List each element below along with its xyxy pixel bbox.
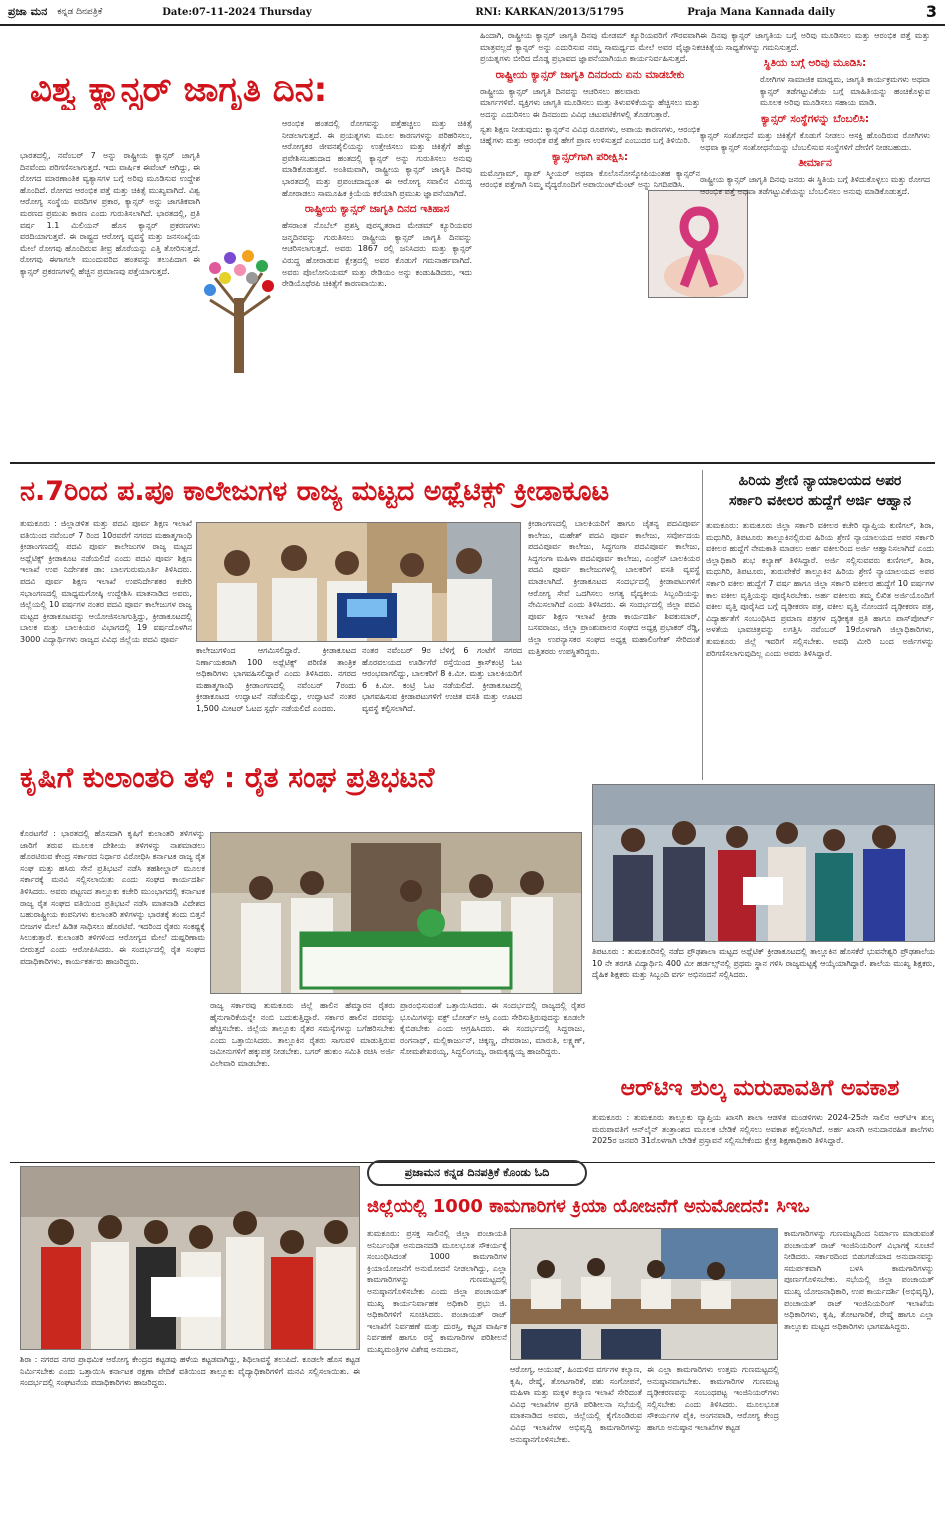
farmers-col1: ಕೊರಟಗೆರೆ : ಭಾರತದಲ್ಲಿ ಹೊಸದಾಗಿ ಕೃಷಿಗೆ ಕುಲಾಂತರಿ ತಳಿಗಳನ್ನು ಜಾರಿಗೆ ತರುವ ಮೂಲಕ ದೇಶೀಯ ತಳಿಗಳನ್ನು ನಾಶಮಾಡಲು ಹೊರಟಿರುವ ಕೇಂದ್ರ ಸರ್ಕಾರದ ನಿರ್ಧಾರ ವಿರೋಧಿಸಿ ಕರ್ನಾಟಕ ರಾಜ್ಯ ರೈತ ಸಂಘ ಮತ್ತು ಹಸಿರು ಸೇನೆ ಪ್ರತಿಭಟನೆ ನಡೆಸಿ ತಹಶೀಲ್ದಾರ್ ಮೂಲಕ ಸರ್ಕಾರಕ್ಕೆ ಮನವಿ ಸಲ್ಲಿಸಲಾಯಿತು ಎಂದು ಸಂಘದ ಕಾರ್ಯದರ್ಶಿ ತಿಳಿಸಿದರು. ಅವರು ಪಟ್ಟಣದ ತಾಲ್ಲೂಕು ಕಚೇರಿ ಮುಂಭಾಗದಲ್ಲಿ ಕರ್ನಾಟಕ ರಾಜ್ಯ ರೈತ ಸಂಘದ ವತಿಯಿಂದ ಪ್ರತಿಭಟನೆ ನಡೆಸಿ ಮಾತನಾಡಿ ವಿದೇಶದ ಬಹುರಾಷ್ಟ್ರೀಯ ಕಂಪನಿಗಳು ಕುಲಾಂತರಿ ತಳಿಗಳನ್ನು ಭಾರತಕ್ಕೆ ತಂದು ಬಿತ್ತನೆ ಬೀಜಗಳ ಮೇಲೆ ಹಿಡಿತ ಸಾಧಿಸಲು ಹೊರಟಿವೆ. ಇದರಿಂದ ರೈತರು ಸಂಕಷ್ಟಕ್ಕೆ ಸಿಲುಕುತ್ತಾರೆ. ಕುಲಾಂತರಿ ತಳಿಗಳಿಂದ ಆರೋಗ್ಯದ ಮೇಲೆ ದುಷ್ಪರಿಣಾಮ ಬೀರುತ್ತದೆ ಎಂದು ಆರೋಪಿಸಿದರು. ಈ ಸಂದರ್ಭದಲ್ಲಿ ರೈತ ಸಂಘದ ಪದಾಧಿಕಾರಿಗಳು, ಕಾರ್ಯಕರ್ತರು ಹಾಜರಿದ್ದರು. xyxy=(20,829,205,966)
cancer-day-headline: ವಿಶ್ವ ಕ್ಯಾನ್ಸರ್ ಜಾಗೃತಿ ದಿನ: xyxy=(30,70,328,110)
advocate-story: ತುಮಕೂರು: ತುಮಕೂರು ಜಿಲ್ಲಾ ಸರ್ಕಾರಿ ವಕೀಲರ ಕಚೇರಿ ವ್ಯಾಪ್ತಿಯ ಕುಣಿಗಲ್, ಶಿರಾ, ಮಧುಗಿರಿ, ತಿಪಟೂರು ತಾಲ್ಲೂಕಿನಲ್ಲಿರುವ ಹಿರಿಯ ಶ್ರೇಣಿ ನ್ಯಾಯಾಲಯದ ಅಪರ ಸರ್ಕಾರಿ ವಕೀಲರ ಹುದ್ದೆಗೆ ನೇಮಕಾತಿ ಮಾಡಲು ಅರ್ಹ ವಕೀಲರಿಂದ ಅರ್ಜಿ ಆಹ್ವಾನಿಸಲಾಗಿದೆ ಎಂದು ಜಿಲ್ಲಾಧಿಕಾರಿ ಶುಭ ಕಲ್ಯಾಣ್ ತಿಳಿಸಿದ್ದಾರೆ. ಅರ್ಜಿ ಸಲ್ಲಿಸುವವರು ಕುಣಿಗಲ್, ಶಿರಾ, ಮಧುಗಿರಿ, ತಿಪಟೂರು, ತುರುವೇಕೆರೆ ತಾಲ್ಲೂಕಿನ ಹಿರಿಯ ಶ್ರೇಣಿ ನ್ಯಾಯಾಲಯದ ಅಪರ ಸರ್ಕಾರಿ ವಕೀಲ ಹುದ್ದೆಗೆ 7 ವರ್ಷ ಹಾಗೂ ಜಿಲ್ಲಾ ಸರ್ಕಾರಿ ವಕೀಲರ ಹುದ್ದೆಗೆ 10 ವರ್ಷಗಳ ಕಾಲ ವಕೀಲ ವೃತ್ತಿಯನ್ನು ಪೂರೈಸಿರಬೇಕು. ಅರ್ಹ ವಕೀಲರು ತಮ್ಮ ಲಿಖಿತ ಅರ್ಜಿಯೊಂದಿಗೆ ವಕೀಲ ವೃತ್ತಿ ಪೂರೈಸಿದ ಬಗ್ಗೆ ದೃಢೀಕರಣ ಪತ್ರ, ವಕೀಲ ವೃತ್ತಿ ನೋಂದಣಿ ದೃಢೀಕರಣ ಪತ್ರ, ವಿದ್ಯಾರ್ಹತೆಗೆ ಸಂಬಂಧಿಸಿದ ಪ್ರಮಾಣ ಪತ್ರಗಳ ದೃಢೀಕೃತ ಪ್ರತಿ ಹಾಗೂ ಪಾಸ್‌ಪೋರ್ಟ್ ಅಳತೆಯ ಭಾವಚಿತ್ರವನ್ನು ಲಗತ್ತಿಸಿ ನವೆಂಬರ್ 19ರೊಳಗಾಗಿ ಜಿಲ್ಲಾಧಿಕಾರಿಗಳು, ತುಮಕೂರು ಜಿಲ್ಲೆ ಇವರಿಗೆ ಸಲ್ಲಿಸಬೇಕು. ಅವಧಿ ಮೀರಿ ಬಂದ ಅರ್ಜಿಗಳನ್ನು ಪರಿಗಣಿಸಲಾಗುವುದಿಲ್ಲ ಎಂದು ಅವರು ತಿಳಿಸಿದ್ದಾರೆ. xyxy=(706,521,934,658)
masthead xyxy=(0,0,945,26)
works-col4: ಕಾಮಗಾರಿಗಳನ್ನು ಗುಣಮಟ್ಟದಿಂದ ನಿರ್ಮಾಣ ಮಾಡುವಂತೆ ಪಂಚಾಯತ್ ರಾಜ್ ಇಂಜಿನಿಯರಿಂಗ್ ವಿಭಾಗಕ್ಕೆ ಸೂಚನೆ ನೀಡಿದರು. ಸರ್ಕಾರದಿಂದ ಬಿಡುಗಡೆಯಾದ ಅನುದಾನವನ್ನು ಸಮರ್ಪಕವಾಗಿ ಬಳಸಿ ಕಾಮಗಾರಿಗಳನ್ನು ಪೂರ್ಣಗೊಳಿಸಬೇಕು. ಸಭೆಯಲ್ಲಿ ಜಿಲ್ಲಾ ಪಂಚಾಯತ್ ಮುಖ್ಯ ಯೋಜನಾಧಿಕಾರಿ, ಉಪ ಕಾರ್ಯದರ್ಶಿ (ಅಭಿವೃದ್ಧಿ), ಪಂಚಾಯತ್ ರಾಜ್ ಇಂಜಿನಿಯರಿಂಗ್ ಇಲಾಖೆಯ ಅಧಿಕಾರಿಗಳು, ಕೃಷಿ, ತೋಟಗಾರಿಕೆ, ರೇಷ್ಮೆ ಹಾಗೂ ಎಲ್ಲಾ ತಾಲ್ಲೂಕು ಮಟ್ಟದ ಅಧಿಕಾರಿಗಳು ಭಾಗವಹಿಸಿದ್ದರು. xyxy=(784,1229,934,1331)
farmers-col2: ರಾಜ್ಯ ಸರ್ಕಾರವು ತುಮಕೂರು ಜಿಲ್ಲೆ ಹಾಲಿನ ಹೆಮ್ಮಾರನ ರೈತರು ಹೈನುಗಾರಿಕೆಯನ್ನೇ ನಂಬಿ ಬದುಕುತ್ತಿದ್ದಾರೆ. ಸರ್ಕಾರ ಹಾಲಿನ ದರವನ್ನು ಹೆಚ್ಚಿಸಬೇಕು. ಜಿಲ್ಲೆಯ ತಾಲ್ಲೂಕು ರೈತರ ಸಮಸ್ಯೆಗಳನ್ನು ಬಗೆಹರಿಸಬೇಕು ಎಂದು ಒತ್ತಾಯಿಸಿದರು. ತಾಲ್ಲೂಕಿನ ರೈತರು ಸಾಗುವಳಿ ಮಾಡುತ್ತಿರುವ ಜಮೀನುಗಳಿಗೆ ಹಕ್ಕುಪತ್ರ ನೀಡಬೇಕು. ಬಗರ್ ಹುಕುಂ ಸಮಿತಿ ರಚಿಸಿ ಅರ್ಜಿ ವಿಲೇವಾರಿ ಮಾಡಬೇಕು. xyxy=(210,1001,395,1068)
what-to-do-subhead: ರಾಷ್ಟ್ರೀಯ ಕ್ಯಾನ್ಸರ್ ಜಾಗೃತಿ ದಿನದಂದು ಏನು ಮಾಡಬೇಕು xyxy=(495,68,685,81)
support-orgs-subhead: ಕ್ಯಾನ್ಸರ್ ಸಂಸ್ಥೆಗಳನ್ನು ಬೆಂಬಲಿಸಿ: xyxy=(760,112,870,125)
section-divider xyxy=(10,462,935,464)
column-rule xyxy=(702,470,703,780)
athletics-col2: ಕಾಲೇಜುಗಳಿಂದ ಆಗಮಿಸಲಿದ್ದಾರೆ. ಕ್ರೀಡಾಕೂಟದ ನಿರ್ಣಾಯಕರಾಗಿ 100 ಅಥ್ಲೆಟಿಕ್ಸ್ ಪರಿಣಿತ ತಾಂತ್ರಿಕ ಅಧಿಕಾರಿಗಳು ಭಾಗವಹಿಸಲಿದ್ದಾರೆ ಎಂದು ತಿಳಿಸಿದರು. ನಗರದ ಮಹಾತ್ಮಗಾಂಧಿ ಕ್ರೀಡಾಂಗಣದಲ್ಲಿ ನವೆಂಬರ್ 7ರಂದು ಕ್ರೀಡಾಕೂಟದ ಉದ್ಘಾಟನೆ ನಡೆಯಲಿದ್ದು, ಉದ್ಘಾಟನೆ ನಂತರ 1,500 ಮೀಟರ್ ಓಟದ ಸ್ಪರ್ಧೆ ನಡೆಯಲಿದೆ ಎಂದರು. xyxy=(196,646,356,713)
newspaper-brand: ಪ್ರಜಾ ಮನ xyxy=(8,5,48,18)
cancer-story-col1: ಭಾರತದಲ್ಲಿ, ನವೆಂಬರ್ 7 ಅನ್ನು ರಾಷ್ಟ್ರೀಯ ಕ್ಯಾನ್ಸರ್ ಜಾಗೃತಿ ದಿನವೆಂದು ಪರಿಗಣಿಸಲಾಗುತ್ತದೆ. ಇದು ವಾರ್ಷಿಕ ಈವೆಂಟ್ ಆಗಿದ್ದು, ಈ ರೋಗದ ಮಾರಣಾಂತಿಕ ವ್ಯತ್ಯಾಸಗಳ ಬಗ್ಗೆ ಅರಿವು ಮೂಡಿಸುವ ಉದ್ದೇಶ ಹೊಂದಿದೆ. ರೋಗದ ಆರಂಭಿಕ ಪತ್ತೆ ಮತ್ತು ಚಿಕಿತ್ಸೆ ಮುಖ್ಯವಾಗಿದೆ. ವಿಶ್ವ ಆರೋಗ್ಯ ಸಂಸ್ಥೆಯ ವರದಿಗಳ ಪ್ರಕಾರ, ಕ್ಯಾನ್ಸರ್ ಅನ್ನು ಜಾಗತಿಕವಾಗಿ ಮರಣದ ಪ್ರಮುಖ ಕಾರಣ ಎಂದು ಗುರುತಿಸಲಾಗಿದೆ. ಭಾರತದಲ್ಲಿ, ಪ್ರತಿ ವರ್ಷ 1.1 ಮಿಲಿಯನ್ ಹೊಸ ಕ್ಯಾನ್ಸರ್ ಪ್ರಕರಣಗಳು ವರದಿಯಾಗುತ್ತವೆ. ಈ ರಾಷ್ಟ್ರದ ಆರೋಗ್ಯ ವ್ಯವಸ್ಥೆ ಮತ್ತು ಜನಸಂಖ್ಯೆಯ ಮೇಲೆ ರೋಗವು ಹೊಂದಿರುವ ತೀವ್ರ ಹೊರೆಯನ್ನು ಎತ್ತಿ ತೋರಿಸುತ್ತದೆ. ರೋಗವು ಈಗಾಗಲೇ ಮುಂದುವರಿದ ಹಂತವನ್ನು ತಲುಪಿದಾಗ ಈ ಕ್ಯಾನ್ಸರ್ ಪ್ರಕರಣಗಳಲ್ಲಿ ಹೆಚ್ಚಿನ ಪ್ರಮಾಣವು ಪತ್ತೆಯಾಗುತ್ತದೆ. xyxy=(20,151,200,276)
works-col2: ಆರೋಗ್ಯ, ಆಯುಷ್, ಹಿಂದುಳಿದ ವರ್ಗಗಳ ಕಲ್ಯಾಣ, ಕೃಷಿ, ರೇಷ್ಮೆ, ತೋಟಗಾರಿಕೆ, ಪಶು ಸಂಗೋಪನೆ, ಮಹಿಳಾ ಮತ್ತು ಮಕ್ಕಳ ಕಲ್ಯಾಣ ಇಲಾಖೆ ಸೇರಿದಂತೆ ವಿವಿಧ ಇಲಾಖೆಗಳ ಪ್ರಗತಿ ಪರಿಶೀಲನಾ ಸಭೆಯಲ್ಲಿ ಮಾತನಾಡಿದ ಅವರು, ಜಿಲ್ಲೆಯಲ್ಲಿ ಕೈಗೊಂಡಿರುವ ವಿವಿಧ ಇಲಾಖೆಗಳ ಅಭಿವೃದ್ಧಿ ಕಾಮಗಾರಿಗಳನ್ನು ಅನುಷ್ಠಾನಗೊಳಿಸಬೇಕು. xyxy=(510,1365,642,1444)
rte-headline: ಆರ್‌ಟಿಇ ಶುಲ್ಕ ಮರುಪಾವತಿಗೆ ಅವಕಾಶ xyxy=(620,1076,900,1101)
ribbon-tree-illustration xyxy=(200,238,278,380)
awareness-subhead: ಸ್ಥಿತಿಯ ಬಗ್ಗೆ ಅರಿವು ಮೂಡಿಸಿ: xyxy=(763,57,867,70)
athlete-photo-caption: ತಿಪಟೂರು : ತುಮಕೂರಿನಲ್ಲಿ ನಡೆದ ಪ್ರೌಢಶಾಲಾ ಮಟ್ಟದ ಅಥ್ಲೆಟಿಕ್ ಕ್ರೀಡಾಕೂಟದಲ್ಲಿ ತಾಲ್ಲೂಕಿನ ಹೊಸಕೆರೆ ಭುವನೇಶ್ವರಿ ಪ್ರೌಢಶಾಲೆಯ 10 ನೇ ತರಗತಿ ವಿದ್ಯಾರ್ಥಿನಿ 400 ಮೀ ಹರ್ಡಲ್ಸ್‌ನಲ್ಲಿ ಪ್ರಥಮ ಸ್ಥಾನ ಗಳಿಸಿ ರಾಜ್ಯಮಟ್ಟಕ್ಕೆ ಆಯ್ಕೆಯಾಗಿದ್ದಾರೆ. ಶಾಲೆಯ ಮುಖ್ಯ ಶಿಕ್ಷಕರು, ದೈಹಿಕ ಶಿಕ್ಷಕರು ಮತ್ತು ಸಿಬ್ಬಂದಿ ವರ್ಗ ಅಭಿನಂದನೆ ಸಲ್ಲಿಸಿದರು. xyxy=(592,947,935,979)
athletics-poster-release-photo xyxy=(196,522,521,642)
farmers-protest-photo xyxy=(210,832,582,994)
cancer-story-col2: ಆರಂಭಿಕ ಹಂತದಲ್ಲಿ ರೋಗವನ್ನು ಪತ್ತೆಹಚ್ಚಲು ಮತ್ತು ಚಿಕಿತ್ಸೆ ನೀಡಲಾಗುತ್ತದೆ. ಈ ಪ್ರಯತ್ನಗಳು ಮೂಲ ಕಾರಣಗಳನ್ನು ಪರಿಹರಿಸಲು, ಆರೋಗ್ಯಕರ ಜೀವನಶೈಲಿಯನ್ನು ಉತ್ತೇಜಿಸಲು ಮತ್ತು ಚಿಕಿತ್ಸೆಗೆ ಹೆಚ್ಚು ಪ್ರವೇಶಿಸಬಹುದಾದ ಹಂತದಲ್ಲಿ ಕ್ಯಾನ್ಸರ್ ಅನ್ನು ಗುರುತಿಸಲು ಅನುವು ಮಾಡಿಕೊಡುತ್ತವೆ. ಅಂತಿಮವಾಗಿ, ರಾಷ್ಟ್ರೀಯ ಕ್ಯಾನ್ಸರ್ ಜಾಗೃತಿ ದಿನವು ಭಾರತದಲ್ಲಿ ಮತ್ತು ಪ್ರಪಂಚದಾದ್ಯಂತ ಈ ಆರೋಗ್ಯ ಸವಾಲಿನ ವಿರುದ್ಧ ಹೋರಾಡಲು ಸಾಮೂಹಿಕ ಕ್ರಿಯೆಯ ಕರೆಯಾಗಿ ಪ್ರಮುಖ ಜ್ಞಾಪನೆಯಾಗಿದೆ. ರಾಷ್ಟ್ರೀಯ ಕ್ಯಾನ್ಸರ್ ಜಾಗೃತಿ ದಿನದ ಇತಿಹಾಸ ಹೆಸರಾಂತ ನೊಬೆಲ್ ಪ್ರಶಸ್ತಿ ಪುರಸ್ಕೃತರಾದ ಮೇಡಮ್ ಕ್ಯೂರಿಯವರ ಜನ್ಮದಿನವನ್ನು ಗುರುತಿಸಲು ರಾಷ್ಟ್ರೀಯ ಕ್ಯಾನ್ಸರ್ ಜಾಗೃತಿ ದಿನವನ್ನು ಆಚರಿಸಲಾಗುತ್ತದೆ. ಅವರು 1867 ರಲ್ಲಿ ಜನಿಸಿದರು ಮತ್ತು ಕ್ಯಾನ್ಸರ್ ವಿರುದ್ಧ ಹೋರಾಡುವ ಕ್ಷೇತ್ರದಲ್ಲಿ ಅವರ ಕೊಡುಗೆ ಗಮನಾರ್ಹವಾಗಿದೆ. ಅವರು ಪೊಲೋನಿಯಮ್ ಮತ್ತು ರೇಡಿಯಂ ಅನ್ನು ಕಂಡುಹಿಡಿದರು, ಇದು ರೇಡಿಯೊಥೆರಪಿ ಚಿಕಿತ್ಸೆಗೆ ಕಾರಣವಾಯಿತು. xyxy=(282,119,472,289)
athletics-col1: ತುಮಕೂರು : ಜಿಲ್ಲಾಡಳಿತ ಮತ್ತು ಪದವಿ ಪೂರ್ವ ಶಿಕ್ಷಣ ಇಲಾಖೆ ವತಿಯಿಂದ ನವೆಂಬರ್ 7 ರಿಂದ 10ರವರೆಗೆ ನಗರದ ಮಹಾತ್ಮಗಾಂಧಿ ಕ್ರೀಡಾಂಗಣದಲ್ಲಿ ಪದವಿ ಪೂರ್ವ ಕಾಲೇಜುಗಳ ರಾಜ್ಯ ಮಟ್ಟದ ಅಥ್ಲೆಟಿಕ್ಸ್ ಕ್ರೀಡಾಕೂಟ ನಡೆಯಲಿದೆ ಎಂದು ಪದವಿ ಪೂರ್ವ ಶಿಕ್ಷಣ ಇಲಾಖೆ ಉಪ ನಿರ್ದೇಶಕ ಡಾ: ಬಾಲಗುರುಮೂರ್ತಿ ತಿಳಿಸಿದರು. ಪದವಿ ಪೂರ್ವ ಶಿಕ್ಷಣ ಇಲಾಖೆ ಉಪನಿರ್ದೇಶಕರ ಕಚೇರಿ ಸಭಾಂಗಣದಲ್ಲಿ ಮಾಧ್ಯಮಗೋಷ್ಠಿ ಉದ್ದೇಶಿಸಿ ಮಾತನಾಡಿದ ಅವರು, ಜಿಲ್ಲೆಯಲ್ಲಿ 10 ವರ್ಷಗಳ ನಂತರ ಪದವಿ ಪೂರ್ವ ಕಾಲೇಜುಗಳ ರಾಜ್ಯ ಮಟ್ಟದ ಕ್ರೀಡಾಕೂಟವನ್ನು ಆಯೋಜಿಸಲಾಗುತ್ತಿದ್ದು, ಕ್ರೀಡಾಕೂಟದಲ್ಲಿ ಬಾಲಕ ಮತ್ತು ಬಾಲಕಿಯರ ವಿಭಾಗದಲ್ಲಿ 19 ವರ್ಷದೊಳಗಿನ 3000 ವಿದ್ಯಾರ್ಥಿಗಳು ರಾಜ್ಯದ ವಿವಿಧ ಜಿಲ್ಲೆಯ ಪದವಿ ಪೂರ್ವ xyxy=(20,519,192,644)
athletics-headline: ನ.7ರಿಂದ ಪ.ಪೂ ಕಾಲೇಜುಗಳ ರಾಜ್ಯ ಮಟ್ಟದ ಅಥ್ಲೆಟಿಕ್ಸ್ ಕ್ರೀಡಾಕೂಟ xyxy=(20,476,610,507)
health-centre-demand-photo xyxy=(20,1166,360,1350)
page-number: 3 xyxy=(925,2,937,21)
works-col3: ಈ ಎಲ್ಲಾ ಕಾಮಗಾರಿಗಳು ಉತ್ತಮ ಗುಣಮಟ್ಟದಲ್ಲಿ ಅನುಷ್ಠಾನವಾಗಬೇಕು. ಕಾಮಗಾರಿಗಳ ಗುಣಮಟ್ಟ ದೃಢೀಕರಣವನ್ನು ಸಂಬಂಧಪಟ್ಟ ಇಂಜಿನಿಯರ್‌ಗಳು ಸಲ್ಲಿಸಬೇಕು ಎಂದು ತಿಳಿಸಿದರು. ಮೂಲಭೂತ ಸೌಕರ್ಯಗಳ ಪೈಕಿ, ಅಂಗನವಾಡಿ, ಆರೋಗ್ಯ ಕೇಂದ್ರ ಹಾಗೂ ಅನುಷ್ಠಾನ ಇಲಾಖೆಗಳ ಕಟ್ಟಡ xyxy=(647,1365,779,1432)
rte-story: ತುಮಕೂರು : ತುಮಕೂರು ತಾಲ್ಲೂಕು ವ್ಯಾಪ್ತಿಯ ಖಾಸಗಿ ಶಾಲಾ ಆಡಳಿತ ಮಂಡಳಿಗಳು 2024-25ನೇ ಸಾಲಿನ ಆರ್‌ಟಿಇ ಶುಲ್ಕ ಮರುಪಾವತಿಗೆ ಆನ್‌ಲೈನ್ ತಂತ್ರಾಂಶದ ಮೂಲಕ ಬೇಡಿಕೆ ಸಲ್ಲಿಸಲು ಅವಕಾಶ ಕಲ್ಪಿಸಲಾಗಿದೆ. ಅರ್ಹ ಖಾಸಗಿ ಅನುದಾನರಹಿತ ಶಾಲೆಗಳು 2025ರ ಜನವರಿ 31ರೊಳಗಾಗಿ ಬೇಡಿಕೆ ಪ್ರಸ್ತಾವನೆ ಸಲ್ಲಿಸಬೇಕೆಂದು ಕ್ಷೇತ್ರ ಶಿಕ್ಷಣಾಧಿಕಾರಿ ತಿಳಿಸಿದ್ದಾರೆ. xyxy=(592,1113,934,1146)
farmers-col3: ಪ್ರಾರಂಭಿಸುವಂತೆ ಒತ್ತಾಯಿಸಿದರು. ಈ ಸಂದರ್ಭದಲ್ಲಿ ರಾಜ್ಯದಲ್ಲಿ ರೈತರ ಭೂಮಿಗಳನ್ನು ವಕ್ಫ್ ಬೋರ್ಡ್ ಆಸ್ತಿ ಎಂದು ಸೇರಿಸುತ್ತಿರುವುದನ್ನು ಕೂಡಲೇ ಕೈಬಿಡಬೇಕು ಎಂದು ಆಗ್ರಹಿಸಿದರು. ಈ ಸಂದರ್ಭದಲ್ಲಿ ಸಿದ್ದರಾಜು, ರಂಗನಾಥ್, ಮಲ್ಲಿಕಾರ್ಜುನ್, ಚಿಕ್ಕಣ್ಣ, ದೇವರಾಜು, ಮಾರುತಿ, ಲಕ್ಷ್ಮಣ್, ಸೋಮಶೇಖರಯ್ಯ, ಸಿದ್ಧಲಿಂಗಯ್ಯ, ರಾಮಕೃಷ್ಣಯ್ಯ ಹಾಜರಿದ್ದರು. xyxy=(400,1001,585,1057)
cancer-history-subhead: ರಾಷ್ಟ್ರೀಯ ಕ್ಯಾನ್ಸರ್ ಜಾಗೃತಿ ದಿನದ ಇತಿಹಾಸ xyxy=(304,203,450,216)
athlete-felicitation-photo xyxy=(592,784,935,942)
athletics-col3: ಕ್ರೀಡಾಂಗಣದಲ್ಲಿ ಬಾಲಕಿಯರಿಗೆ ಹಾಗೂ ಚೈತನ್ಯ ಪದವಿಪೂರ್ವ ಕಾಲೇಜು, ಮಹೇಶ್ ಪದವಿ ಪೂರ್ವ ಕಾಲೇಜು, ಸರ್ವೋದಯ ಪದವಿಪೂರ್ವ ಕಾಲೇಜು, ಸಿದ್ಧಗಂಗಾ ಪದವಿಪೂರ್ವ ಕಾಲೇಜು, ಸಿದ್ಧಗಂಗಾ ಮಹಿಳಾ ಪದವಿಪೂರ್ವ ಕಾಲೇಜು, ಎಂಪ್ರೆಸ್ ಬಾಲಕಿಯರ ಪದವಿ ಪೂರ್ವ ಕಾಲೇಜುಗಳಲ್ಲಿ ಬಾಲಕರಿಗೆ ವಸತಿ ವ್ಯವಸ್ಥೆ ಮಾಡಲಾಗಿದೆ. ಕ್ರೀಡಾಕೂಟದ ಸಂದರ್ಭದಲ್ಲಿ ಕ್ರೀಡಾಪಟುಗಳಿಗೆ ಆರೋಗ್ಯ ಸೇವೆ ಒದಗಿಸಲು ಅಗತ್ಯ ವೈದ್ಯಕೀಯ ಸಿಬ್ಬಂದಿಯನ್ನು ನೇಮಿಸಲಾಗಿದೆ ಎಂದು ತಿಳಿಸಿದರು. ಈ ಸಂದರ್ಭದಲ್ಲಿ ಜಿಲ್ಲಾ ಪದವಿ ಪೂರ್ವ ಶಿಕ್ಷಣ ಇಲಾಖೆ ಕ್ರೀಡಾ ಕಾರ್ಯದರ್ಶಿ ಶಿವಕುಮಾರ್, ಬಸವರಾಜು, ಜಿಲ್ಲಾ ಪ್ರಾಂಶುಪಾಲರ ಸಂಘದ ಅಧ್ಯಕ್ಷ ಪ್ರಭಾಕರ್ ರೆಡ್ಡಿ, ಜಿಲ್ಲಾ ಉಪನ್ಯಾಸಕರ ಸಂಘದ ಅಧ್ಯಕ್ಷ ಮಹಾಲಿಂಗೇಶ್ ಸೇರಿದಂತೆ ಮತ್ತಿತರರು ಉಪಸ್ಥಿತರಿದ್ದರು. xyxy=(528,519,700,656)
newspaper-subtitle: ಕನ್ನಡ ದಿನಪತ್ರಿಕೆ xyxy=(57,7,103,17)
works-approval-headline: ಜಿಲ್ಲೆಯಲ್ಲಿ 1000 ಕಾಮಗಾರಿಗಳ ಕ್ರಿಯಾ ಯೋಜನೆಗೆ ಅನುಮೋದನೆ: ಸಿಇಒ xyxy=(367,1196,810,1217)
issue-date: Date:07-11-2024 Thursday xyxy=(162,6,312,18)
cancer-story-col3: ಹಿಂದಾಗಿ, ರಾಷ್ಟ್ರೀಯ ಕ್ಯಾನ್ಸರ್ ಜಾಗೃತಿ ದಿನವು ಮೇಡಮ್ ಕ್ಯೂರಿಯವರಿಗೆ ಗೌರವವಾಗಿ ಮಾತ್ರವಲ್ಲದೆ ಕ್ಯಾನ್ಸರ್ ಅನ್ನು ಎದುರಿಸುವ ನಮ್ಮ ಸಾಮರ್ಥ್ಯದ ಮೇಲೆ ಅವರ ವೈಜ್ಞಾನಿಕ ಪ್ರಯತ್ನಗಳು ಬೀರಿದ ದೊಡ್ಡ ಪ್ರಭಾವದ ಜ್ಞಾಪನೆಯಾಗಿಯೂ ಕಾರ್ಯನಿರ್ವಹಿಸುತ್ತದೆ. ರಾಷ್ಟ್ರೀಯ ಕ್ಯಾನ್ಸರ್ ಜಾಗೃತಿ ದಿನದಂದು ಏನು ಮಾಡಬೇಕು ರಾಷ್ಟ್ರೀಯ ಕ್ಯಾನ್ಸರ್ ಜಾಗೃತಿ ದಿನವನ್ನು ಆಚರಿಸಲು ಹಲವಾರು ಮಾರ್ಗಗಳಿವೆ. ವ್ಯಕ್ತಿಗಳು ಜಾಗೃತಿ ಮೂಡಿಸಲು ಮತ್ತು ತಿಳುವಳಿಕೆಯನ್ನು ಹೆಚ್ಚಿಸಲು ಮತ್ತು ಅದನ್ನು ಎದುರಿಸಲು ಈ ದಿನದಂದು ವಿವಿಧ ಚಟುವಟಿಕೆಗಳಲ್ಲಿ ತೊಡಗುತ್ತಾರೆ. ಸ್ವತಃ ಶಿಕ್ಷಣ ನೀಡುವುದು: ಕ್ಯಾನ್ಸರ್‌ನ ವಿವಿಧ ರೂಪಗಳು, ಅಪಾಯ ಕಾರಣಗಳು, ಆರಂಭಿಕ ಚಿಹ್ನೆಗಳು ಮತ್ತು ಆರಂಭಿಕ ಪತ್ತೆ ಹೇಗೆ ಪ್ರಾಣ ಉಳಿಸುತ್ತದೆ ಎಂಬುದರ ಬಗ್ಗೆ ತಿಳಿಯಿರಿ. ಕ್ಯಾನ್ಸರ್‌ಗಾಗಿ ಪರೀಕ್ಷಿಸಿ: ಮಮೊಗ್ರಾಮ್, ಪ್ಯಾಪ್ ಸ್ಮೀಯರ್ ಅಥವಾ ಕೊಲೊನೋಸ್ಕೋಪಿಯಂತಹ ಕ್ಯಾನ್ಸರ್‌ನ ಆರಂಭಿಕ ಪತ್ತೆಗಾಗಿ ನಿಮ್ಮ ವೈದ್ಯರೊಂದಿಗೆ ಅಪಾಯಿಂಟ್‌ಮೆಂಟ್ ಅನ್ನು ನಿಗದಿಪಡಿಸಿ. xyxy=(480,31,700,190)
rni-number: RNI: KARKAN/2013/51795 xyxy=(475,6,625,18)
conclusion-subhead: ತೀರ್ಮಾನ xyxy=(798,157,832,170)
cancer-test-subhead: ಕ್ಯಾನ್ಸರ್‌ಗಾಗಿ ಪರೀಕ್ಷಿಸಿ: xyxy=(551,150,629,163)
health-centre-caption: ಶಿರಾ : ನಗರದ ನಗರ ಪ್ರಾಥಮಿಕ ಆರೋಗ್ಯ ಕೇಂದ್ರದ ಕಟ್ಟಡವು ಹಳೆಯ ಕಟ್ಟಡವಾಗಿದ್ದು, ಶಿಥಿಲಾವಸ್ಥೆ ತಲುಪಿದೆ. ಕೂಡಲೇ ಹೊಸ ಕಟ್ಟಡ ನಿರ್ಮಿಸಬೇಕು ಎಂದು ಒತ್ತಾಯಿಸಿ ಕರ್ನಾಟಕ ರಕ್ಷಣಾ ವೇದಿಕೆ ವತಿಯಿಂದ ತಾಲ್ಲೂಕು ವೈದ್ಯಾಧಿಕಾರಿಗಳಿಗೆ ಮನವಿ ಸಲ್ಲಿಸಲಾಯಿತು. ಈ ಸಂದರ್ಭದಲ್ಲಿ ಸಂಘಟನೆಯ ಪದಾಧಿಕಾರಿಗಳು ಹಾಜರಿದ್ದರು. xyxy=(20,1355,360,1387)
athletics-col2b: ನಂತರ ನವೆಂಬರ್ 9ರ ಬೆಳಿಗ್ಗೆ 6 ಗಂಟೆಗೆ ನಗರದ ಹೊರವಲಯದ ಊರ್ಡಿಗೆರೆ ರಸ್ತೆಯಿಂದ ಕ್ರಾಸ್‌ಕಂಟ್ರಿ ಓಟ ಆರಂಭವಾಗಲಿದ್ದು, ಬಾಲಕರಿಗೆ 8 ಕಿ.ಮೀ. ಮತ್ತು ಬಾಲಕಿಯರಿಗೆ 6 ಕಿ.ಮೀ. ಕಂಟ್ರಿ ಓಟ ನಡೆಯಲಿದೆ. ಕ್ರೀಡಾಕೂಟದಲ್ಲಿ ಭಾಗವಹಿಸುವ ಕ್ರೀಡಾಪಟುಗಳಿಗೆ ಉಚಿತ ವಸತಿ ಮತ್ತು ಊಟದ ವ್ಯವಸ್ಥೆ ಕಲ್ಪಿಸಲಾಗಿದೆ. xyxy=(362,646,522,713)
review-meeting-photo xyxy=(510,1228,778,1360)
cancer-story-col4: ಈ ದಿನವು ಕ್ಯಾನ್ಸರ್ ಜಾಗೃತಿಯ ಬಗ್ಗೆ ಅರಿವು ಮೂಡಿಸಲು ಮತ್ತು ಆರಂಭಿಕ ಪತ್ತೆ ಮತ್ತು ಚಿಕಿತ್ಸೆಯ ಸಾಧ್ಯತೆಗಳನ್ನು ಗಮನಿಸುತ್ತದೆ. ಸ್ಥಿತಿಯ ಬಗ್ಗೆ ಅರಿವು ಮೂಡಿಸಿ: ರೋಗಿಗಳ ಸಾಮಾಜಿಕ ಮಾಧ್ಯಮ, ಜಾಗೃತಿ ಕಾರ್ಯಕ್ರಮಗಳು ಅಥವಾ ಕ್ಯಾನ್ಸರ್ ತಡೆಗಟ್ಟುವಿಕೆಯ ಬಗ್ಗೆ ಮಾಹಿತಿಯನ್ನು ಹಂಚಿಕೊಳ್ಳುವ ಮೂಲಕ ಅರಿವು ಮೂಡಿಸಲು ಸಹಾಯ ಮಾಡಿ. ಕ್ಯಾನ್ಸರ್ ಸಂಸ್ಥೆಗಳನ್ನು ಬೆಂಬಲಿಸಿ: ಕ್ಯಾನ್ಸರ್ ಸಂಶೋಧನೆ ಮತ್ತು ಚಿಕಿತ್ಸೆಗೆ ಕೊಡುಗೆ ನೀಡಲು ಆಸಕ್ತಿ ಹೊಂದಿರುವ ರೋಗಿಗಳು ಅಥವಾ ಕ್ಯಾನ್ಸರ್ ಸಂಶೋಧನೆಯನ್ನು ಬೆಂಬಲಿಸುವ ಸಂಸ್ಥೆಗಳಿಗೆ ದೇಣಿಗೆ ನೀಡಬಹುದು. ತೀರ್ಮಾನ ರಾಷ್ಟ್ರೀಯ ಕ್ಯಾನ್ಸರ್ ಜಾಗೃತಿ ದಿನವು ಜನರು ಈ ಸ್ಥಿತಿಯ ಬಗ್ಗೆ ತಿಳಿದುಕೊಳ್ಳಲು ಮತ್ತು ರೋಗದ ಆರಂಭಿಕ ಪತ್ತೆ ಅಥವಾ ತಡೆಗಟ್ಟುವಿಕೆಯನ್ನು ಬೆಂಬಲಿಸಲು ಅನುವು ಮಾಡಿಕೊಡುತ್ತದೆ. xyxy=(700,31,930,196)
buy-newspaper-banner: ಪ್ರಜಾಮನ ಕನ್ನಡ ದಿನಪತ್ರಿಕೆ ಕೊಂಡು ಓದಿ xyxy=(367,1160,587,1186)
advocate-headline: ಹಿರಿಯ ಶ್ರೇಣಿ ನ್ಯಾಯಾಲಯದ ಅಪರ ಸರ್ಕಾರಿ ವಕೀಲರ ಹುದ್ದೆಗೆ ಅರ್ಜಿ ಆಹ್ವಾನ xyxy=(706,466,934,516)
farmers-protest-headline: ಕೃಷಿಗೆ ಕುಲಾಂತರಿ ತಳಿ : ರೈತ ಸಂಘ ಪ್ರತಿಭಟನೆ xyxy=(20,761,435,794)
works-col1: ತುಮಕೂರು: ಪ್ರಸಕ್ತ ಸಾಲಿನಲ್ಲಿ ಜಿಲ್ಲಾ ಪಂಚಾಯತಿ ಅನಿರ್ಬಂಧಿತ ಅನುದಾನದಡಿ ಮೂಲಭೂತ ಸೌಕರ್ಯಕ್ಕೆ ಸಂಬಂಧಿಸಿದಂತೆ 1000 ಕಾಮಗಾರಿಗಳ ಕ್ರಿಯಾಯೋಜನೆಗೆ ಅನುಮೋದನೆ ನೀಡಲಾಗಿದ್ದು, ಎಲ್ಲಾ ಕಾಮಗಾರಿಗಳನ್ನು ಗುಣಮಟ್ಟದಲ್ಲಿ ಅನುಷ್ಠಾನಗೊಳಿಸಬೇಕು ಎಂದು ಜಿಲ್ಲಾ ಪಂಚಾಯತ್ ಮುಖ್ಯ ಕಾರ್ಯನಿರ್ವಾಹಕ ಅಧಿಕಾರಿ ಪ್ರಭು ಜಿ. ಅಧಿಕಾರಿಗಳಿಗೆ ಸೂಚಿಸಿದರು. ಪಂಚಾಯತ್ ರಾಜ್ ಇಲಾಖೆಗೆ ನಿರ್ವಹಣೆ ಮತ್ತು ದುರಸ್ತಿ, ಕಟ್ಟಡ ವಾರ್ಷಿಕ ನಿರ್ವಹಣೆ ಹಾಗೂ ರಸ್ತೆ ಕಾಮಗಾರಿಗಳ ಪರಿಶೀಲನೆ ಮುಖ್ಯಮಂತ್ರಿಗಳ ವಿಶೇಷ ಅನುದಾನ, xyxy=(367,1229,507,1354)
newspaper-name-en: Praja Mana Kannada daily xyxy=(687,6,835,18)
